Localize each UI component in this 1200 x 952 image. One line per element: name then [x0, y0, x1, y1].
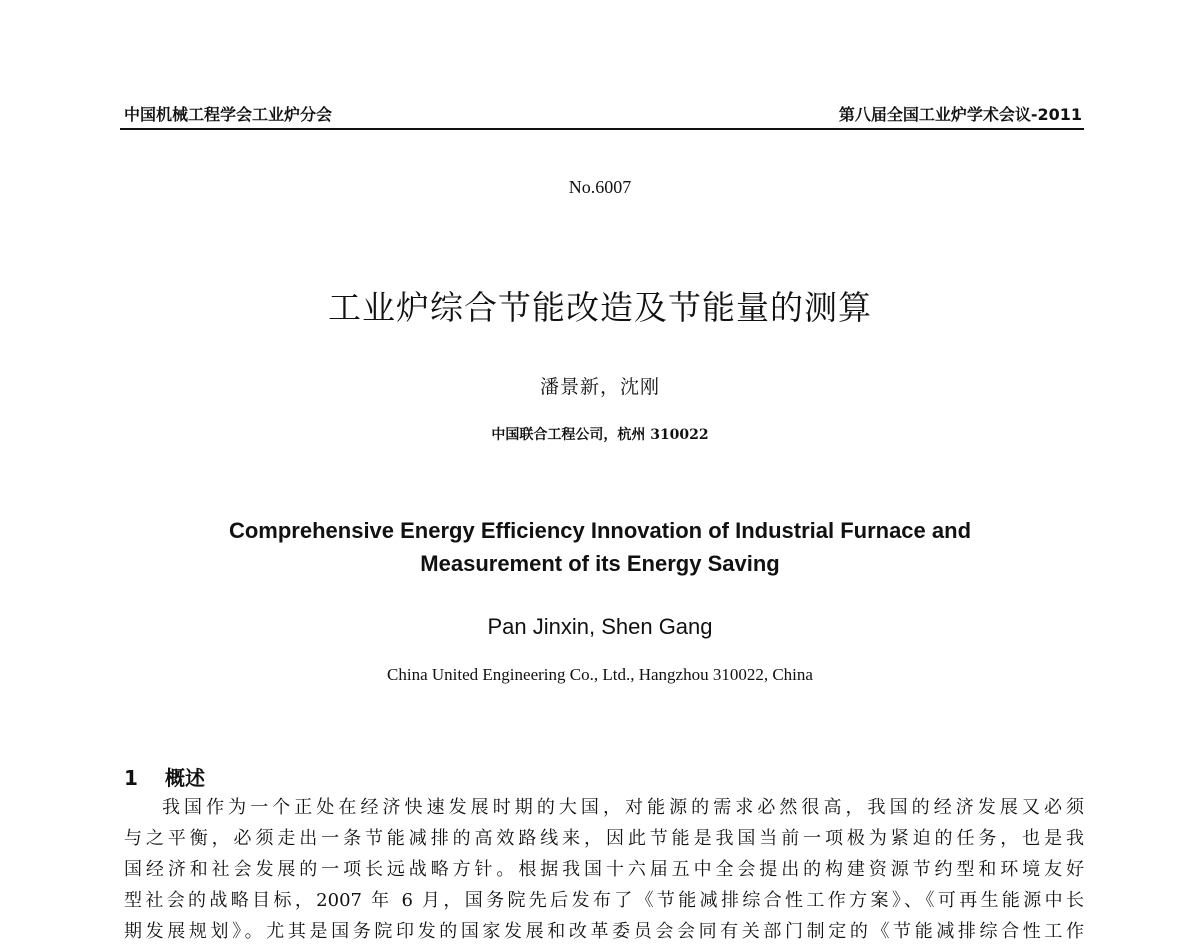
running-header	[120, 100, 1084, 130]
english-title-line-2: Measurement of its Energy Saving	[420, 551, 780, 576]
english-title-line-1: Comprehensive Energy Efficiency Innovation of Industrial Furnace and	[228, 518, 972, 543]
section-title: 概述	[164, 766, 205, 790]
body-line: 期发展规划》。尤其是国务院印发的国家发展和改革委员会会同有关部门制定的《节能减排综合性工作	[124, 921, 1084, 942]
chinese-affiliation: 中国联合工程公司，杭州 310022	[491, 427, 709, 443]
english-authors: Pan Jinxin, Shen Gang	[487, 614, 713, 639]
english-affiliation: China United Engineering Co., Ltd., Hangzhou 310022, China	[387, 665, 813, 684]
chinese-authors: 潘景新，沈刚	[539, 376, 660, 398]
body-line: 我国作为一个正处在经济快速发展时期的大国，对能源的需求必然很高，我国的经济发展又必须	[162, 797, 1084, 818]
english-title	[150, 514, 1050, 580]
body-line: 型社会的战略目标，2007 年 6 月，国务院先后发布了《节能减排综合性工作方案》、《可再生能源中长	[124, 890, 1084, 911]
chinese-title: 工业炉综合节能改造及节能量的测算	[328, 288, 872, 327]
paper-number: No.6007	[568, 177, 632, 197]
header-society-name: 中国机械工程学会工业炉分会	[124, 105, 333, 124]
header-conference-name: 第八届全国工业炉学术会议-2011	[838, 105, 1082, 124]
body-line: 与之平衡，必须走出一条节能减排的高效路线来，因此节能是我国当前一项极为紧迫的任务，也是我	[124, 828, 1084, 849]
section-heading	[124, 762, 205, 791]
body-line: 国经济和社会发展的一项长远战略方针。根据我国十六届五中全会提出的构建资源节约型和环境友好	[124, 859, 1084, 880]
section-number: 1	[124, 766, 138, 790]
section-body	[124, 792, 1084, 947]
